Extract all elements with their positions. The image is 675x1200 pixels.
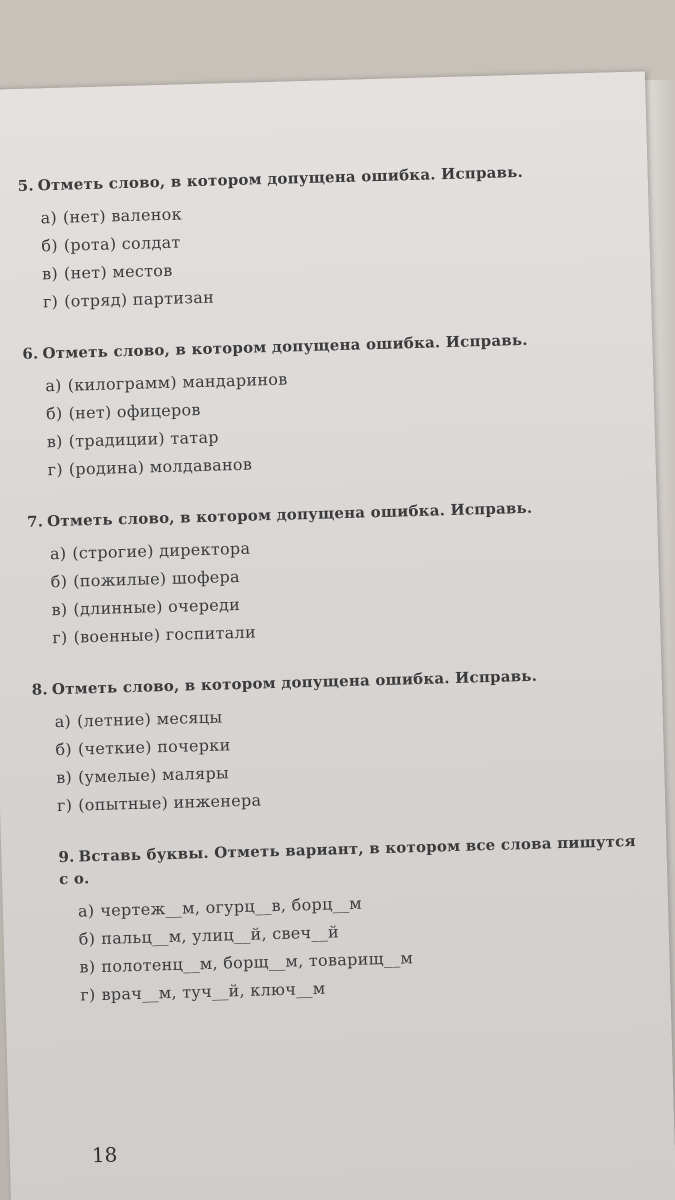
option-list (40, 188, 621, 316)
option-letter: в) (46, 431, 63, 452)
option-text: (военные) госпитали (73, 622, 257, 647)
option-letter: а) (40, 207, 58, 228)
task-number: 9. (58, 847, 75, 867)
task-title (58, 830, 637, 890)
option-list (78, 882, 641, 1010)
option-letter: в) (55, 767, 73, 788)
task-number: 7. (26, 512, 44, 531)
option-letter: г) (80, 985, 96, 1005)
workbook-page (0, 71, 675, 1200)
option-text: (строгие) директора (72, 538, 251, 563)
option-letter: б) (55, 739, 73, 760)
option-text: (длинные) очереди (73, 594, 241, 619)
option-text: (пожилые) шофера (72, 566, 241, 591)
option-letter: г) (52, 627, 68, 648)
option-text: (опытные) инженера (77, 790, 262, 815)
option-letter: г) (56, 795, 73, 816)
option-text: полотенц__м, борщ__м, товарищ__м (101, 948, 414, 976)
option-list (50, 524, 631, 652)
option-text: (нет) местов (63, 260, 173, 283)
option-text: (килограмм) мандаринов (67, 369, 288, 395)
option-letter: а) (45, 375, 62, 396)
option-text: пальц__м, улиц__й, свеч__й (100, 922, 340, 948)
option-letter: б) (78, 929, 96, 949)
task-instruction: Отметь слово, в котором допущена ошибка. Исправь. (37, 162, 524, 195)
option-text: (рота) солдат (63, 232, 181, 255)
option-text: (традиции) татар (68, 427, 220, 451)
option-letter: б) (45, 403, 63, 424)
task-number: 5. (17, 176, 35, 195)
task-number: 8. (31, 680, 49, 699)
option-letter: г) (42, 291, 59, 312)
option-letter: в) (41, 263, 59, 284)
task-instruction: Отметь слово, в котором допущена ошибка. Исправь. (51, 666, 538, 699)
option-letter: в) (51, 599, 68, 620)
page-number: 18 (91, 1142, 118, 1168)
option-letter: в) (79, 957, 96, 977)
option-text: (нет) офицеров (68, 399, 201, 423)
option-text: чертеж__м, огурц__в, борц__м (100, 893, 363, 920)
task-5 (17, 158, 621, 317)
option-letter: б) (41, 235, 59, 256)
option-letter: а) (77, 901, 95, 921)
page-content (17, 158, 641, 1036)
task-instruction: Вставь буквы. Отметь вариант, в котором все слова пишутся с о. (58, 831, 637, 889)
option-text: (отряд) партизан (63, 287, 215, 311)
option-letter: б) (50, 571, 68, 592)
task-7 (27, 494, 631, 653)
option-letter: а) (54, 711, 72, 732)
task-number: 6. (22, 344, 39, 363)
option-list (54, 692, 635, 820)
option-list (45, 356, 626, 484)
option-text: (нет) валенок (62, 204, 183, 227)
option-text: (летние) месяцы (76, 707, 223, 731)
task-6 (22, 326, 626, 485)
option-text: врач__м, туч__й, ключ__м (101, 978, 326, 1004)
option-text: (умелые) маляры (77, 763, 230, 787)
task-instruction: Отметь слово, в котором допущена ошибка. Исправь. (46, 498, 533, 531)
task-instruction: Отметь слово, в котором допущена ошибка. Исправь. (42, 330, 528, 363)
option-text: (родина) молдаванов (68, 454, 253, 479)
option-text: (четкие) почерки (77, 735, 231, 759)
option-letter: г) (47, 459, 64, 480)
task-9 (36, 830, 640, 1011)
option-letter: а) (49, 543, 67, 564)
task-8 (31, 662, 635, 821)
